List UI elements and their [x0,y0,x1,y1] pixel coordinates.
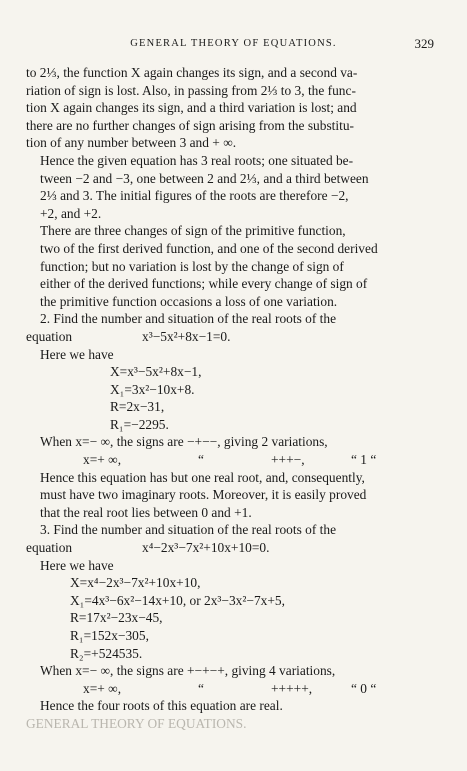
equation: R₂=+524535. [70,645,143,661]
paragraph-four-real-roots [26,697,432,715]
page-header [0,36,467,52]
text-line: riation of sign is lost. Also, in passing from 2⅓ to 3, the func- [26,82,356,98]
text-line: equation [26,328,73,344]
sign-sequence: +++++, [271,680,313,696]
equation: X₁=3x²−10x+8. [110,381,195,397]
equation-row [26,328,432,346]
text-line: to 2⅓, the function X again changes its sign, and a second va- [26,65,358,80]
text-line: GENERAL THEORY OF EQUATIONS. [26,715,247,731]
text-line: tion of any number between 3 and + ∞. [26,135,237,151]
equation: X=x³−5x²+8x−1, [110,364,202,380]
text-line: 2⅓ and 3. The initial figures of the roots are therefore −2, [40,188,349,204]
signs-line-positive [26,451,432,469]
equation: R=17x²−23x−45, [70,610,163,626]
show-through-text [26,715,432,733]
equation: x³−5x²+8x−1=0. [142,328,231,344]
text-line: tween −2 and −3, one between 2 and 2⅓, and a third between [40,170,369,186]
text-line: either of the derived functions; while every change of sign of [40,276,368,292]
example-2-heading [26,310,432,328]
page-number: 329 [414,36,434,51]
text-line: When x=− ∞, the signs are −+−−, giving 2 variations, [40,434,328,450]
equation: X₁=4x³−6x²−14x+10, or 2x³−3x²−7x+5, [70,592,285,608]
text-line: two of the first derived function, and one of the second derived [40,240,378,256]
text-line: 2. Find the number and situation of the real roots of the [40,311,337,327]
text-line: +2, and +2. [40,205,102,221]
text-line: there are no further changes of sign arising from the substitu- [26,117,354,133]
signs-line-positive [26,680,432,698]
ditto-count: “ 0 “ [351,680,377,696]
equation: R₁=−2295. [110,416,169,432]
ditto-mark: “ [198,680,204,696]
text-line: Hence the given equation has 3 real roots; one situated be- [40,152,354,168]
text-line: must have two imaginary roots. Moreover, it is easily proved [40,487,367,503]
running-head: GENERAL THEORY OF EQUATIONS. [130,38,337,49]
text-line: x=+ ∞, [83,452,122,468]
text-line: tion X again changes its sign, and a third variation is lost; and [26,100,357,116]
text-line: Here we have [40,557,114,573]
text-line: 3. Find the number and situation of the real roots of the [40,522,337,538]
text-line: equation [26,540,73,556]
text-line: x=+ ∞, [83,680,122,696]
function-list [26,574,432,662]
ditto-mark: “ [198,452,204,468]
page-body [26,64,432,733]
text-line: function; but no variation is lost by the change of sign of [40,258,344,274]
sign-sequence: +++−, [271,452,305,468]
text-line: the primitive function occasions a loss of one variation. [40,293,338,309]
paragraph-sign-changes [26,222,432,310]
function-list [26,363,432,433]
paragraph-continuation [26,64,432,152]
paragraph-one-real-root [26,469,432,522]
equation: x⁴−2x³−7x²+10x+10=0. [142,540,270,556]
text-line: Hence the four roots of this equation are real. [40,698,283,714]
equation: X=x⁴−2x³−7x²+10x+10, [70,575,201,591]
paragraph-roots-conclusion [26,152,432,222]
text-line: Here we have [40,346,114,362]
equation: R₁=152x−305, [70,628,149,643]
text-line: When x=− ∞, the signs are +−+−+, giving 4 variations, [40,663,336,679]
text-line: There are three changes of sign of the primitive function, [40,223,346,239]
here-we-have [26,557,432,575]
example-3-heading [26,521,432,539]
signs-line [26,662,432,680]
signs-line [26,433,432,451]
text-line: Hence this equation has but one real root, and, consequently, [40,469,365,485]
equation: R=2x−31, [110,399,165,415]
ditto-count: “ 1 “ [351,452,377,468]
here-we-have [26,346,432,364]
equation-row [26,539,432,557]
text-line: that the real root lies between 0 and +1. [40,504,252,520]
